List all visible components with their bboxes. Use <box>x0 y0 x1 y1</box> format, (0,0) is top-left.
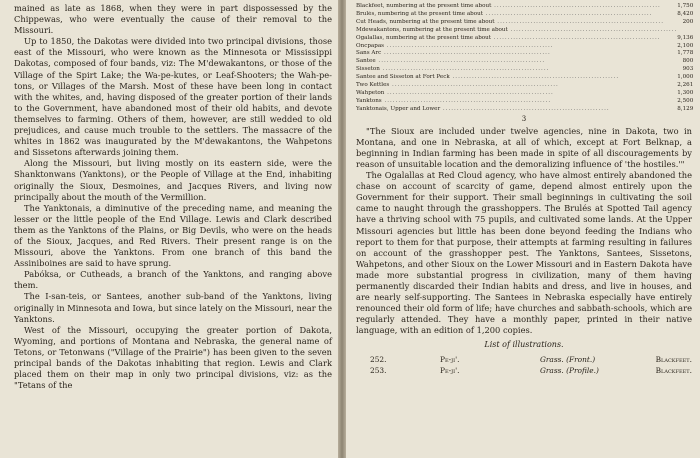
illustration-name: Pe-ji'. <box>440 365 460 375</box>
population-row <box>356 35 693 43</box>
population-label: Blackfeet, numbering at the present time about <box>356 3 492 9</box>
right-text-column <box>356 3 692 376</box>
population-value: 1,750 <box>677 3 694 9</box>
population-value: 903 <box>682 66 694 73</box>
population-row <box>356 90 693 98</box>
population-value: 200 <box>682 18 694 25</box>
population-label: Ogalallas, numbering at the present time about <box>356 34 492 41</box>
population-value: 800 <box>682 58 694 65</box>
illustration-row <box>356 354 692 365</box>
population-row <box>356 58 693 66</box>
leader-dots: ............................................................ <box>375 58 546 65</box>
population-table <box>356 3 693 114</box>
leader-dots: ............................................................ <box>507 26 678 33</box>
population-label: Santee <box>356 58 376 65</box>
right-page <box>346 0 700 458</box>
illustration-tribe: Blackfeet. <box>655 365 692 375</box>
leader-dots: ............................................................ <box>384 42 554 49</box>
leader-dots: ............................................................ <box>491 34 661 41</box>
population-value <box>677 27 693 35</box>
leader-dots: ............................................................ <box>381 50 551 57</box>
paragraph: "The Sioux are included under twelve agencies, nine in Dakota, two in Montana, and one in Nebraska, at all of which, except at Fort Belknap, a beginning in Indian farming has been made in spite of all discouragements by reason of unsuitable location and the demoralizing influence of 'the hostiles.'" <box>356 125 692 169</box>
population-label: Yanktonais, Upper and Lower <box>356 105 441 112</box>
population-row <box>356 3 693 11</box>
population-label: Brulés, numbering at the present time about <box>356 10 483 17</box>
population-value: 8,129 <box>677 105 694 112</box>
left-page <box>0 0 338 458</box>
leader-dots: ............................................................ <box>381 97 552 104</box>
population-row <box>356 74 693 82</box>
population-label: Two Kettles <box>356 82 390 89</box>
paragraph: mained as late as 1868, when they were in part dispossessed by the Chippewas, who were eventually the cause of their removal to the Missouri. <box>14 3 332 36</box>
paragraph: The Ogalallas at Red Cloud agency, who have almost entirely abandoned the chase on account of scarcity of game, depend almost entirely upon the Government for their support. Their small beginnings in cultivating the soil came to naught through the grasshoppers. The Brulés at Spotted Tail agency have a thriving school with 75 pupils, and cultivated some lands. At the Upper Missouri agencies but little has been done beyond feeding the Indians who report to them for that purpose, their attempts at farming resulting in failures on account of the grasshopper pest. The Yanktons, Santees, Sissetons, Wahpetons, and other Sioux on the Lower Missouri and in Eastern Dakota have made more substantial progress in civilization, many of them having permanently discarded their Indian habits and dress, and live in houses, and are nearly self-supporting. The Santees in Nebraska especially have entirely renounced their old form of life; have churches and sabbath-schools, which are regularly attended. They have a monthly paper, printed in their native language, with an edition of 1,200 copies. <box>356 170 692 336</box>
illustration-number: 252. <box>370 354 387 364</box>
leader-dots: ............................................................ <box>482 10 653 17</box>
leader-dots: ............................................................ <box>491 3 661 9</box>
population-label: Sans Arc <box>356 50 382 57</box>
paragraph: Along the Missouri, but living mostly on its eastern side, were the Shanktonwans (Yanktons), or the People of Village at the End, inhabiting originally the Sioux, Desmoines, and Jacques Rivers, and living now principally about the mouth of the Vermillion. <box>14 158 332 202</box>
left-text-column <box>14 3 332 391</box>
population-label: Yanktons <box>356 97 382 104</box>
population-label: Santee and Sisseton at Fort Peck <box>356 74 450 81</box>
population-value: 1,300 <box>677 89 694 96</box>
population-row <box>356 27 693 35</box>
population-label: Sisseton <box>356 66 380 73</box>
leader-dots: ............................................................ <box>440 105 610 112</box>
population-value: 1,000 <box>677 74 694 81</box>
population-value: 2,500 <box>677 97 694 104</box>
page-number: 3 <box>521 114 527 123</box>
paragraph: West of the Missouri, occupying the greater portion of Dakota, Wyoming, and portions of Montana and Nebraska, the general name of Tetons, or Tetonwans ("Village of the Prairie") has been given to the seven principal bands of the Dakotas inhabiting that region. Lewis and Clark placed them on their map in only two principal divisions, viz: as the "Tetans of the <box>14 324 332 391</box>
population-row <box>356 11 693 19</box>
illustration-number: 253. <box>370 365 387 375</box>
leader-dots: ............................................................ <box>379 66 550 73</box>
population-label: Wahpeton <box>356 89 385 96</box>
leader-dots: ............................................................ <box>494 18 664 25</box>
illustrations-list <box>356 354 692 376</box>
paragraph: Up to 1850, the Dakotas were divided into two principal divisions, those east of the Missouri, who were known as the Minnesota or Mississippi Dakotas, composed of four bands, viz: The M'dewakantons, or those of the Village of the Spirt Lake; the Wa-pe-kutes, or Leaf-Shooters; the Wah-pe-tons, or Villages of the Marsh. Most of these have been long in contact with the whites, and, having disposed of the greater portion of their lands to the Government, have abandoned most of their old habits, and devote themselves to farming. Others of them, however, are still wedded to old prejudices, and cause much trouble to the settlers. The massacre of the whites in 1862 was inaugurated by the M'dewakantons, the Wahpetons and Sissetons afterwards joining them. <box>14 36 332 158</box>
book-gutter <box>338 0 346 458</box>
illustration-designation: Grass. (Front.) <box>540 354 596 364</box>
population-value: 1,778 <box>677 50 694 57</box>
population-row <box>356 106 693 114</box>
paragraph: The Yanktonais, a diminutive of the preceding name, and meaning the lesser or the little people of the End Village. Lewis and Clark described them as the Yanktons of the Plains, or Big Devils, who were on the heads of the Sioux, Jacques, and Red Rivers. Their present range is on the Missouri, above the Yanktons. From one branch of this band the Assiniboines are said to have sprung. <box>14 202 332 269</box>
population-value: 9,136 <box>677 34 694 41</box>
illustrations-title: List of illustrations. <box>484 340 564 350</box>
population-label: Mdewakantons, numbering at the present time about <box>356 26 508 33</box>
population-row <box>356 66 693 74</box>
population-row <box>356 19 693 27</box>
population-row <box>356 98 693 106</box>
population-value: 2,261 <box>677 82 694 89</box>
paragraph: The I-san-teis, or Santees, another sub-band of the Yanktons, living originally in Minnesota and Iowa, but since lately on the Missouri, near the Yanktons. <box>14 291 332 324</box>
illustration-row <box>356 365 692 376</box>
paragraph: Pabóksa, or Cutheads, a branch of the Yanktons, and ranging above them. <box>14 269 332 291</box>
leader-dots: ............................................................ <box>384 89 554 96</box>
leader-dots: ............................................................ <box>449 74 620 81</box>
population-value: 8,420 <box>677 10 694 17</box>
population-label: Cut Heads, numbering at the present time about <box>356 18 495 25</box>
population-row <box>356 50 693 58</box>
population-row <box>356 43 693 51</box>
population-label: Oncpapas <box>356 42 385 49</box>
illustration-name: Pe-ji'. <box>440 354 460 364</box>
leader-dots: ............................................................ <box>389 82 559 89</box>
illustration-tribe: Blackfeet. <box>655 354 692 364</box>
population-row <box>356 82 693 90</box>
illustration-designation: Grass. (Profile.) <box>540 365 599 375</box>
population-value: 2,100 <box>677 42 694 49</box>
